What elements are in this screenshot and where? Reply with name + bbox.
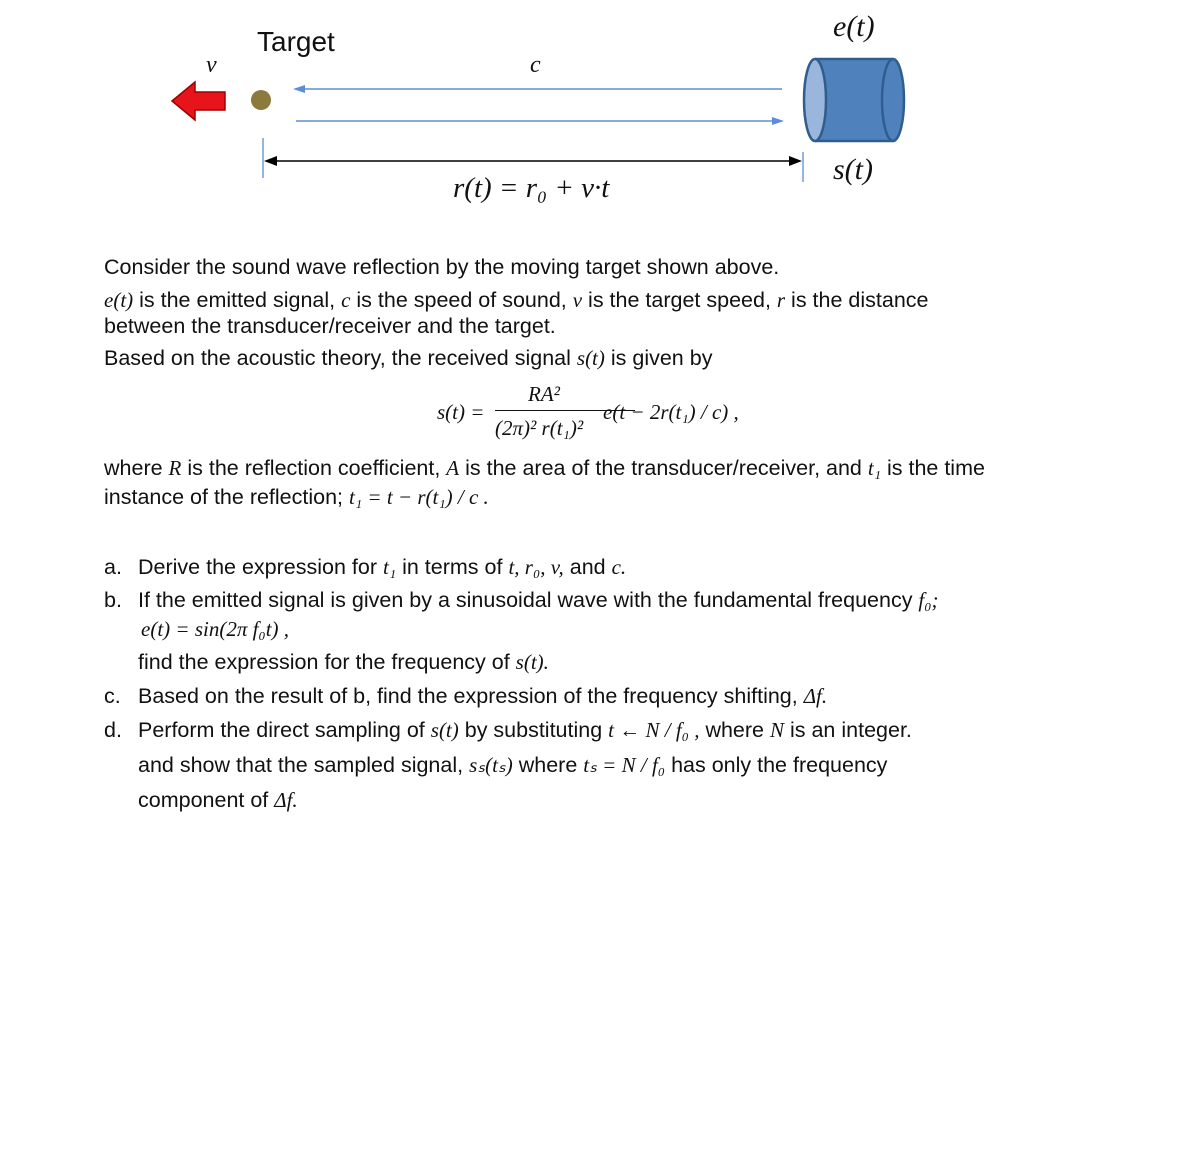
target-label: Target bbox=[257, 26, 335, 57]
velocity-arrow-icon bbox=[172, 82, 225, 120]
main-equation bbox=[437, 380, 777, 446]
var-v: v bbox=[572, 288, 583, 312]
reflected-wave-arrowhead bbox=[293, 85, 305, 93]
substitution-equation: t ← N / f₀ , bbox=[608, 718, 700, 742]
question-b-equation: e(t) = sin(2π f₀t) , bbox=[141, 617, 290, 641]
sound-speed-label: c bbox=[530, 52, 541, 78]
var-c: c bbox=[341, 288, 351, 312]
transducer-face bbox=[804, 59, 826, 141]
target-ball bbox=[251, 90, 271, 110]
distance-equation: r(t) = r₀ + v·t bbox=[453, 172, 610, 204]
question-b-marker: b. bbox=[104, 588, 122, 612]
definitions-line-2: between the transducer/receiver and the target. bbox=[104, 314, 556, 338]
based-on-line: Based on the acoustic theory, the received signal s(t) is given by bbox=[104, 346, 713, 370]
instance-line: instance of the reflection; t₁ = t − r(t₁) / c . bbox=[104, 485, 489, 509]
var-r: r bbox=[776, 288, 786, 312]
emitted-signal-label: e(t) bbox=[833, 10, 875, 43]
question-a-marker: a. bbox=[104, 555, 122, 579]
problem-intro: Consider the sound wave reflection by the moving target shown above. bbox=[104, 255, 780, 279]
diagram bbox=[0, 0, 1179, 220]
var-R: R bbox=[168, 456, 182, 480]
var-A: A bbox=[446, 456, 460, 480]
velocity-label: v bbox=[206, 52, 217, 78]
where-line: where R is the reflection coefficient, A is the area of the transducer/receiver, and t₁ is the time bbox=[104, 456, 985, 480]
reflection-time-equation: t₁ = t − r(t₁) / c . bbox=[349, 485, 489, 509]
var-s: s(t) bbox=[576, 346, 605, 370]
transducer-back bbox=[882, 59, 904, 141]
question-c-marker: c. bbox=[104, 684, 121, 708]
distance-arrowhead-left bbox=[264, 156, 277, 166]
eq-lhs: s(t) = bbox=[437, 400, 485, 424]
eq-rhs: e(t − 2r(t₁) / c) , bbox=[603, 400, 739, 424]
emitted-wave-arrowhead bbox=[772, 117, 784, 125]
eq-denominator: (2π)² r(t₁)² bbox=[495, 416, 584, 440]
question-d-marker: d. bbox=[104, 718, 122, 742]
distance-arrowhead-right bbox=[789, 156, 802, 166]
var-e: e(t) bbox=[104, 288, 134, 312]
sampling-time-equation: tₛ = N / f₀ bbox=[583, 753, 666, 777]
definitions-line: e(t) is the emitted signal, c is the speed of sound, v is the target speed, r is the distance bbox=[104, 288, 929, 312]
eq-numerator: RA² bbox=[528, 382, 560, 406]
received-signal-label: s(t) bbox=[833, 153, 873, 186]
var-t1: t₁ bbox=[867, 456, 881, 480]
